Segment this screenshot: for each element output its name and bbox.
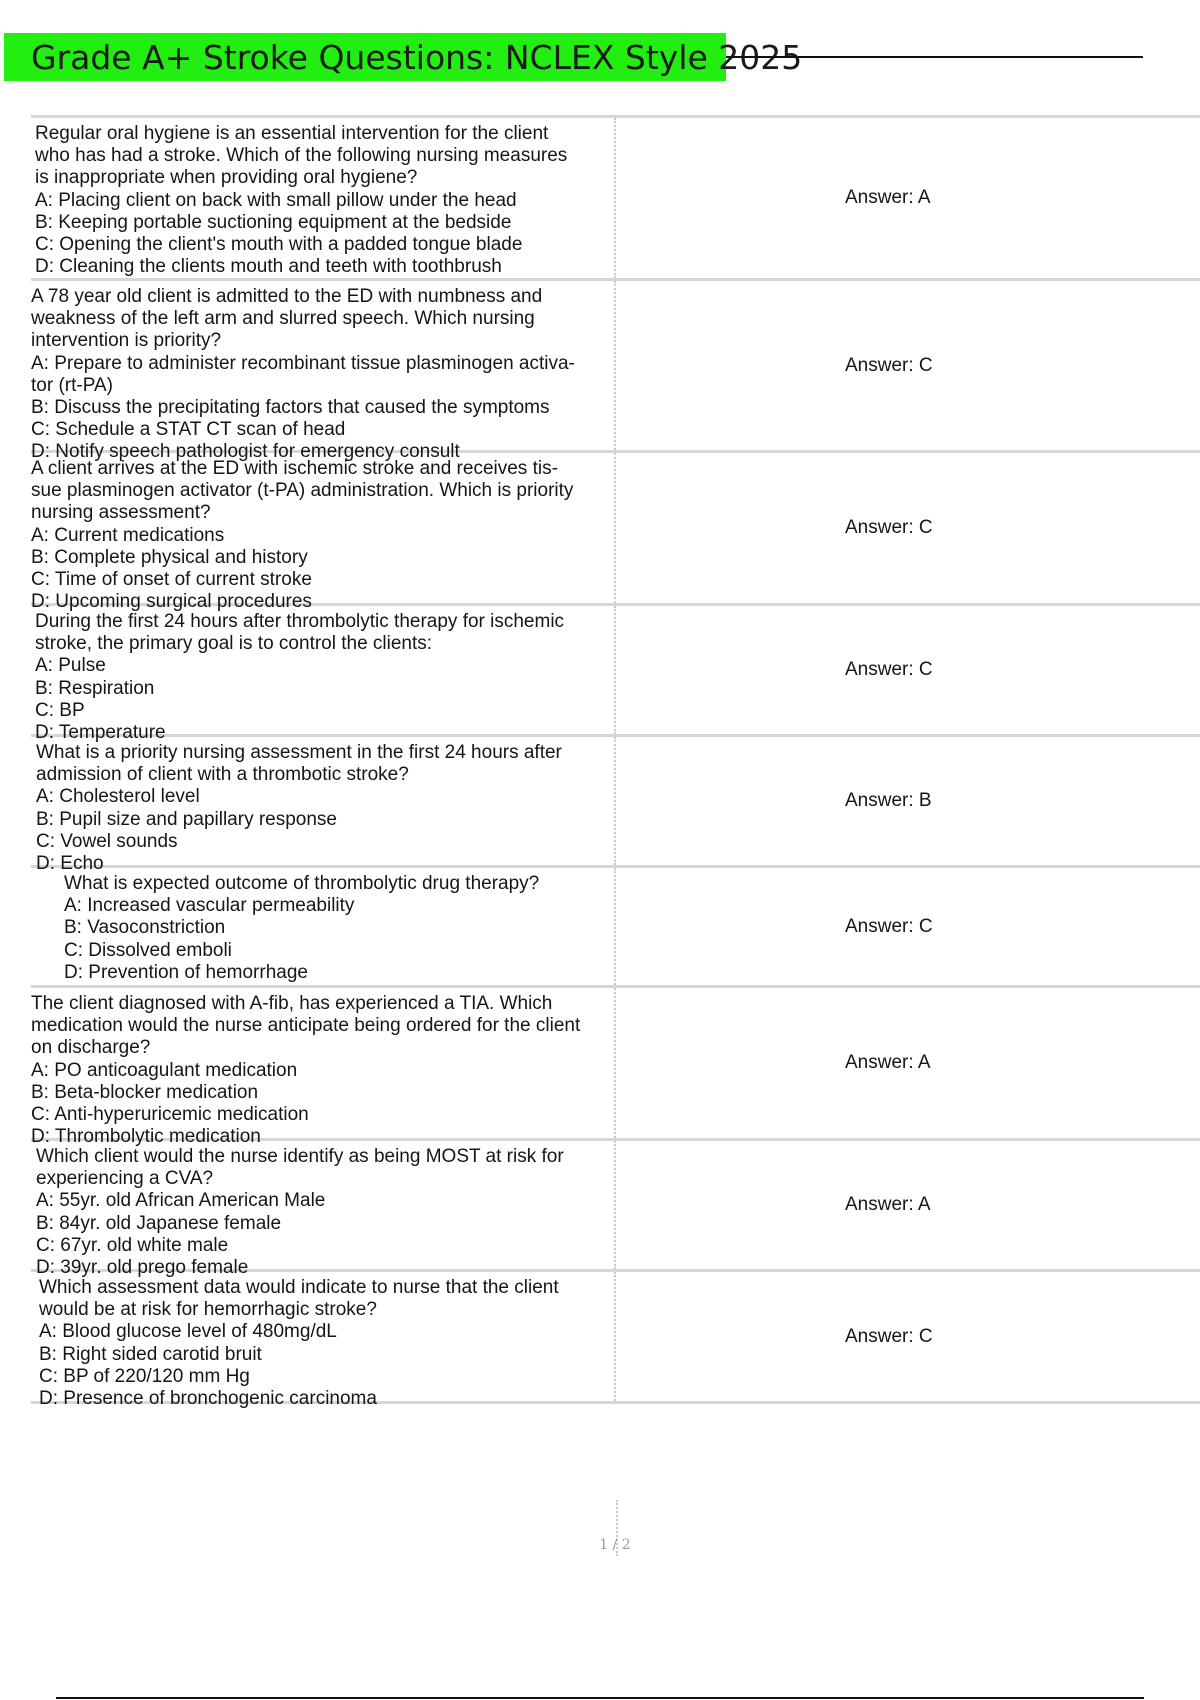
- question-stem-line: on discharge?: [31, 1037, 151, 1059]
- question-row: [31, 985, 1200, 1148]
- question-row: [31, 1138, 1200, 1279]
- question-text: [31, 606, 616, 744]
- question-stem-line: sue plasminogen activator (t-PA) administration. Which is priority: [31, 480, 574, 502]
- question-row: [31, 278, 1200, 463]
- answer-option: B: Complete physical and history: [31, 546, 308, 568]
- answer-option: D: Prevention of hemorrhage: [64, 961, 308, 983]
- answer-option: D: Cleaning the clients mouth and teeth with toothbrush: [35, 256, 502, 278]
- question-answer-table: [31, 115, 1200, 1410]
- answer-option: C: BP: [35, 699, 85, 721]
- answer-key: Answer: A: [845, 1052, 931, 1073]
- document-title: Grade A+ Stroke Questions: NCLEX Style 2025: [31, 37, 803, 77]
- question-stem-line: medication would the nurse anticipate being ordered for the client: [31, 1015, 581, 1037]
- question-stem-line: intervention is priority?: [31, 330, 222, 352]
- answer-option: B: Right sided carotid bruit: [39, 1343, 262, 1365]
- footer-rule: [56, 1697, 1144, 1699]
- question-stem-line: A: Prepare to administer recombinant tissue plasminogen activa-: [31, 352, 575, 374]
- question-stem-line: stroke, the primary goal is to control the clients:: [35, 633, 433, 655]
- answer-option: D: Upcoming surgical procedures: [31, 591, 312, 613]
- page-number: 1 / 2: [599, 1537, 631, 1553]
- answer-key: Answer: B: [845, 790, 932, 811]
- question-stem-line: experiencing a CVA?: [36, 1168, 214, 1190]
- answer-option: B: Respiration: [35, 677, 155, 699]
- answer-option: A: 55yr. old African American Male: [36, 1190, 326, 1212]
- answer-option: B: Keeping portable suctioning equipment at the bedside: [35, 211, 512, 233]
- answer-key: Answer: A: [845, 187, 931, 208]
- title-rule: [726, 56, 1143, 58]
- answer-key: Answer: C: [845, 517, 933, 538]
- question-text: [31, 868, 616, 985]
- question-stem-line: Which assessment data would indicate to nurse that the client: [39, 1277, 559, 1298]
- answer-option: C: Schedule a STAT CT scan of head: [31, 419, 346, 441]
- question-row: [31, 603, 1200, 744]
- question-stem-line: During the first 24 hours after thrombolytic therapy for ischemic: [35, 611, 565, 632]
- question-stem-line: weakness of the left arm and slurred speech. Which nursing: [31, 308, 535, 330]
- question-stem-line: nursing assessment?: [31, 502, 211, 524]
- answer-option: D: Presence of bronchogenic carcinoma: [39, 1388, 377, 1410]
- question-stem-line: is inappropriate when providing oral hygiene?: [35, 167, 418, 189]
- question-stem-line: What is a priority nursing assessment in the first 24 hours after: [36, 742, 562, 763]
- question-stem-line: would be at risk for hemorrhagic stroke?: [39, 1299, 377, 1321]
- question-row: [31, 1269, 1200, 1410]
- answer-option: C: Time of onset of current stroke: [31, 569, 312, 591]
- question-text: [31, 737, 616, 875]
- question-row: [31, 115, 1200, 278]
- answer-option: A: Increased vascular permeability: [64, 895, 355, 917]
- question-row: [31, 865, 1200, 985]
- answer-option: D: Notify speech pathologist for emergency consult: [31, 441, 460, 463]
- document-title-highlight: [4, 33, 803, 81]
- question-row: [31, 734, 1200, 875]
- question-text: [31, 988, 616, 1148]
- answer-option: A: Placing client on back with small pillow under the head: [35, 189, 517, 211]
- question-row: [31, 450, 1200, 613]
- answer-key: Answer: C: [845, 354, 933, 376]
- question-stem-line: Regular oral hygiene is an essential intervention for the client: [35, 123, 549, 144]
- answer-key: Answer: A: [845, 1194, 931, 1215]
- answer-option: A: PO anticoagulant medication: [31, 1059, 298, 1081]
- answer-option: A: Cholesterol level: [36, 786, 200, 808]
- answer-option: D: Echo: [36, 853, 104, 875]
- answer-option: D: Temperature: [35, 722, 166, 744]
- answer-option: A: Current medications: [31, 524, 225, 546]
- answer-option: B: 84yr. old Japanese female: [36, 1212, 282, 1234]
- answer-option: D: 39yr. old prego female: [36, 1257, 249, 1279]
- question-stem-line: Which client would the nurse identify as being MOST at risk for: [36, 1146, 564, 1167]
- question-stem-line: A client arrives at the ED with ischemic stroke and receives tis-: [31, 458, 558, 479]
- answer-option: tor (rt-PA): [31, 374, 113, 396]
- answer-option: B: Vasoconstriction: [64, 917, 226, 939]
- question-text: [31, 1141, 616, 1279]
- question-stem-line: What is expected outcome of thrombolytic drug therapy?: [64, 873, 540, 894]
- answer-option: C: Anti-hyperuricemic medication: [31, 1104, 309, 1126]
- answer-option: C: Opening the client's mouth with a padded tongue blade: [35, 234, 523, 256]
- answer-option: B: Pupil size and papillary response: [36, 808, 338, 830]
- answer-key: Answer: C: [845, 659, 933, 680]
- answer-option: C: BP of 220/120 mm Hg: [39, 1365, 250, 1387]
- answer-option: B: Beta-blocker medication: [31, 1081, 259, 1103]
- answer-option: D: Thrombolytic medication: [31, 1126, 261, 1148]
- question-stem-line: who has had a stroke. Which of the following nursing measures: [35, 145, 568, 167]
- answer-option: B: Discuss the precipitating factors that caused the symptoms: [31, 397, 550, 419]
- answer-option: C: Vowel sounds: [36, 830, 178, 852]
- question-text: [31, 281, 616, 463]
- answer-key: Answer: C: [845, 1325, 933, 1347]
- answer-option: A: Pulse: [35, 655, 106, 677]
- answer-option: A: Blood glucose level of 480mg/dL: [39, 1321, 337, 1343]
- question-stem-line: The client diagnosed with A-fib, has experienced a TIA. Which: [31, 993, 553, 1014]
- question-text: [31, 453, 616, 613]
- question-stem-line: A 78 year old client is admitted to the ED with numbness and: [31, 286, 543, 307]
- question-stem-line: admission of client with a thrombotic stroke?: [36, 764, 409, 786]
- question-text: [31, 1272, 616, 1410]
- question-text: [31, 118, 616, 278]
- answer-option: C: Dissolved emboli: [64, 939, 232, 961]
- answer-key: Answer: C: [845, 915, 933, 937]
- answer-option: C: 67yr. old white male: [36, 1234, 229, 1256]
